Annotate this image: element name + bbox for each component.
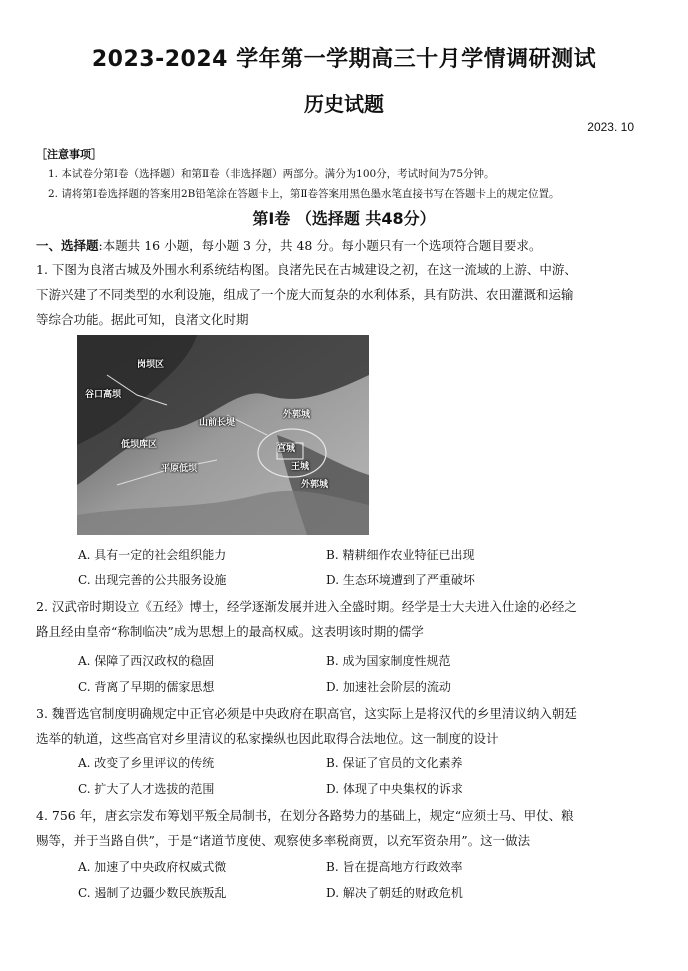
map-label-pingyuan: 平原低坝: [161, 464, 198, 474]
question-line: 等综合功能。据此可知，良渚文化时期: [36, 312, 249, 327]
exam-title: 2023-2024 学年第一学期高三十月学情调研测试: [91, 47, 597, 72]
question-3-option-d: D. 体现了中央集权的诉求: [326, 782, 463, 796]
map-label-waiguo-south: 外郭城: [301, 480, 329, 490]
map-label-diba: 低坝库区: [121, 440, 158, 450]
section-heading: [36, 236, 541, 254]
map-terrain: [77, 335, 369, 535]
exam-subtitle: 历史试题: [304, 92, 384, 116]
question-4-option-d: D. 解决了朝廷的财政危机: [326, 886, 463, 900]
question-line: 4. 756 年，唐玄宗发布筹划平叛全局制书，在划分各路势力的基础上，规定“应须士马、甲仗、粮: [36, 808, 574, 823]
question-line: 赐等，并于当路自供”，于是“诸道节度使、观察使多率税商贾，以充军资杂用”。这一做法: [36, 833, 531, 848]
question-2-option-d: D. 加速社会阶层的流动: [326, 680, 451, 694]
question-4-option-a: A. 加速了中央政府权威式微: [78, 860, 227, 874]
map-label-gongcheng: 宫城: [277, 444, 296, 454]
question-2-option-a: A. 保障了西汉政权的稳固: [78, 654, 215, 668]
question-3-option-c: C. 扩大了人才选拔的范围: [78, 782, 215, 796]
question-line: 3. 魏晋选官制度明确规定中正官必须是中央政府在职高官，这实际上是将汉代的乡里清议纳入朝廷: [36, 706, 577, 721]
question-2-stem: [36, 594, 656, 644]
question-1-option-c: C. 出现完善的公共服务设施: [78, 573, 227, 587]
question-2-option-b: B. 成为国家制度性规范: [326, 654, 451, 668]
question-4-option-c: C. 遏制了边疆少数民族叛乱: [78, 886, 227, 900]
note-item-2: 2. 请将第Ⅰ卷选择题的答案用2B铅笔涂在答题卡上，第Ⅱ卷答案用黑色墨水笔直接书写在答题卡上的规定位置。: [48, 188, 560, 200]
question-1-option-a: A. 具有一定的社会组织能力: [78, 548, 227, 562]
section-label: 一、选择题: [36, 238, 99, 253]
question-line: 路且经由皇帝“称制临决”成为思想上的最高权威。这表明该时期的儒学: [36, 624, 424, 639]
question-line: 下游兴建了不同类型的水利设施，组成了一个庞大而复杂的水利体系，具有防洪、农田灌溉和运输: [36, 287, 574, 302]
map-label-gangba: 岗坝区: [137, 360, 165, 370]
map-label-shanqian: 山前长堤: [199, 418, 236, 428]
question-line: 2. 汉武帝时期设立《五经》博士，经学逐渐发展并进入全盛时期。经学是士大夫进入仕途的必经之: [36, 599, 577, 614]
question-3-stem: [36, 701, 656, 751]
question-3-option-b: B. 保证了官员的文化素养: [326, 756, 463, 770]
exam-date: 2023. 10: [587, 120, 634, 134]
question-1-option-d: D. 生态环境遭到了严重破坏: [326, 573, 475, 587]
note-item-1: 1. 本试卷分第Ⅰ卷（选择题）和第Ⅱ卷（非选择题）两部分。满分为100分，考试时间为75分钟。: [48, 168, 495, 180]
question-3-option-a: A. 改变了乡里评议的传统: [78, 756, 215, 770]
map-label-wangcheng: 王城: [291, 462, 310, 472]
liangzhu-map-image: [77, 335, 369, 535]
question-1-option-b: B. 精耕细作农业特征已出现: [326, 548, 475, 562]
question-line: 1. 下图为良渚古城及外围水利系统结构图。良渚先民在古城建设之初，在这一流域的上游、中游、: [36, 262, 577, 277]
notes-heading: ［注意事项］: [36, 148, 102, 161]
question-2-option-c: C. 背离了早期的儒家思想: [78, 680, 215, 694]
map-label-waiguo-north: 外郭城: [283, 410, 311, 420]
part-title: 第Ⅰ卷 （选择题 共48分）: [252, 209, 436, 228]
map-label-gukou: 谷口高坝: [85, 390, 122, 400]
question-4-option-b: B. 旨在提高地方行政效率: [326, 860, 463, 874]
question-1-stem: [36, 257, 656, 332]
question-4-stem: [36, 803, 656, 853]
section-instruction: :本题共 16 小题，每小题 3 分，共 48 分。每小题只有一个选项符合题目要求。: [98, 238, 542, 253]
question-line: 选举的轨道，这些高官对乡里清议的私家操纵也因此取得合法地位。这一制度的设计: [36, 731, 499, 746]
